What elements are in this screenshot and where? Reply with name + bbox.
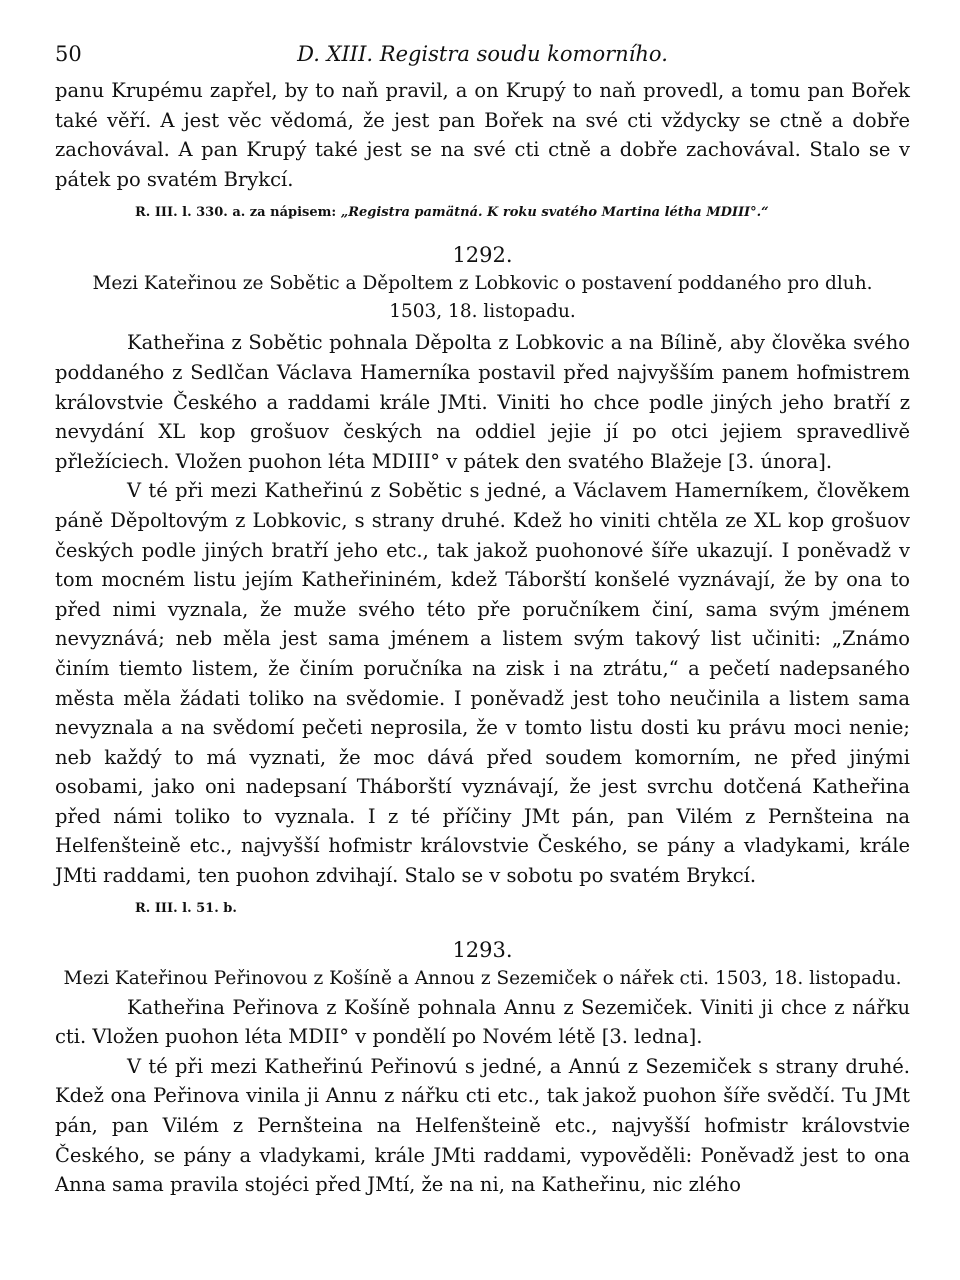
continued-paragraph: panu Krupému zapřel, by to naň pravil, a on Krupý to naň provedl, a tomu pan Bořek také věří. A jest věc vědomá, že jest pan Bořek na své cti vždycky se ctně a dobře zachovával. A pan Krupý také jest se na své cti ctně a dobře zachovával. Stalo se v pátek po svatém Brykcí. xyxy=(55,79,910,191)
entry-1292-paragraph-2: V té při mezi Katheřinú z Sobětic s jedné, a Václavem Hamerníkem, člověkem páně Děpoltovým z Lobkovic, s strany druhé. Kdež ho viniti chtěla ze XL kop grošuov českých podle jiných bratří jeho etc., tak jakož puohonové šíře ukazují. I poněvadž v tom mocném listu jejím Katheřininém, kdež Táborští konšelé vyznávají, že by ona to před nimi vyznala, že muže svého této pře poručníkem činí, sama svým jménem nevyznává; neb měla jest sama jménem a listem svým takový list učiniti: „Známo činím tiemto listem, že činím poručníka na zisk i na ztrátu,“ a pečetí nadepsaného města měla žádati toliko na svědomie. I poněvadž jest toho neučinila a listem sama nevyznala a na svědomí pečeti neprosila, že v tomto listu dosti ku právu moci nenie; neb každý to má vyznati, že moc dává před soudem komorním, ne před jinými osobami, jako oni nadepsaní Tháborští vyznávají, že jest svrchu dotčená Katheřina před námi toliko to vyznala. I z té příčiny JMt pán, pan Vilém z Pernšteina na Helfenšteině etc., najvyšší hofmistr královstvie Českého, se pány a vladykami, krále JMti raddami, ten puohon zdvihají. Stalo se v sobotu po svatém Brykcí. xyxy=(55,479,910,888)
entry-1293-paragraph-1: Katheřina Peřinova z Košíně pohnala Annu z Sezemiček. Viniti ji chce z nářku cti. Vložen puohon léta MDII° v pondělí po Novém létě [3. ledna]. xyxy=(55,995,910,1049)
page-header xyxy=(55,40,910,76)
entry-number-1293: 1293. xyxy=(452,937,513,962)
entry-1293-paragraph-2: V té při mezi Katheřinú Peřinovú s jedné, a Annú z Sezemiček s strany druhé. Kdež ona Peřinova vinila ji Annu z nářku cti etc., tak jakož puohon šíře svědčí. Tu JMt pán, pan Vilém z Pernšteina na Helfenšteině etc., najvyšší hofmistr královstvie Českého, se pány a vladykami, krále JMti raddami, vypověděli: Poněvadž jest to ona Anna sama pravila stojéci před JMtí, že na ni, na Katheřinu, nic zlého xyxy=(55,1054,910,1197)
document-body xyxy=(55,76,910,1200)
entry-1292-paragraph-1: Katheřina z Sobětic pohnala Děpolta z Lobkovic a na Bílině, aby člověka svého poddaného z Sedlčan Václava Hamerníka postavil před najvyšším panem hofmistrem královstvie Českého a raddami krále JMti. Viniti ho chce podle jiných jeho bratří z nevydání XL kop grošuov českých na oddiel jejie jí po otci jejiem spravedlivě přležíciech. Vložen puohon léta MDIII° v pátek den svatého Blažeje [3. února]. xyxy=(55,331,910,473)
page-number: 50 xyxy=(55,42,82,66)
entry-number-1292: 1292. xyxy=(452,243,513,268)
entry-heading-1292: Mezi Kateřinou ze Sobětic a Děpoltem z Lobkovic o postavení poddaného pro dluh. xyxy=(92,273,873,295)
source-note-ref: R. III. l. 330. a. za nápisem: xyxy=(135,205,341,221)
source-note xyxy=(135,200,910,226)
entry-heading-1293: Mezi Kateřinou Peřinovou z Košíně a Annou z Sezemiček o nářek cti. 1503, 18. listopadu. xyxy=(63,967,902,989)
entry-date-1292: 1503, 18. listopadu. xyxy=(389,301,576,323)
document-page xyxy=(55,40,910,1260)
running-title: D. XIII. Registra soudu komorního. xyxy=(297,42,668,66)
entry-1292-source-note: R. III. l. 51. b. xyxy=(135,900,237,916)
source-note-inscription: „Registra pamätná. K roku svatého Martina létha MDIII°.“ xyxy=(340,205,769,221)
